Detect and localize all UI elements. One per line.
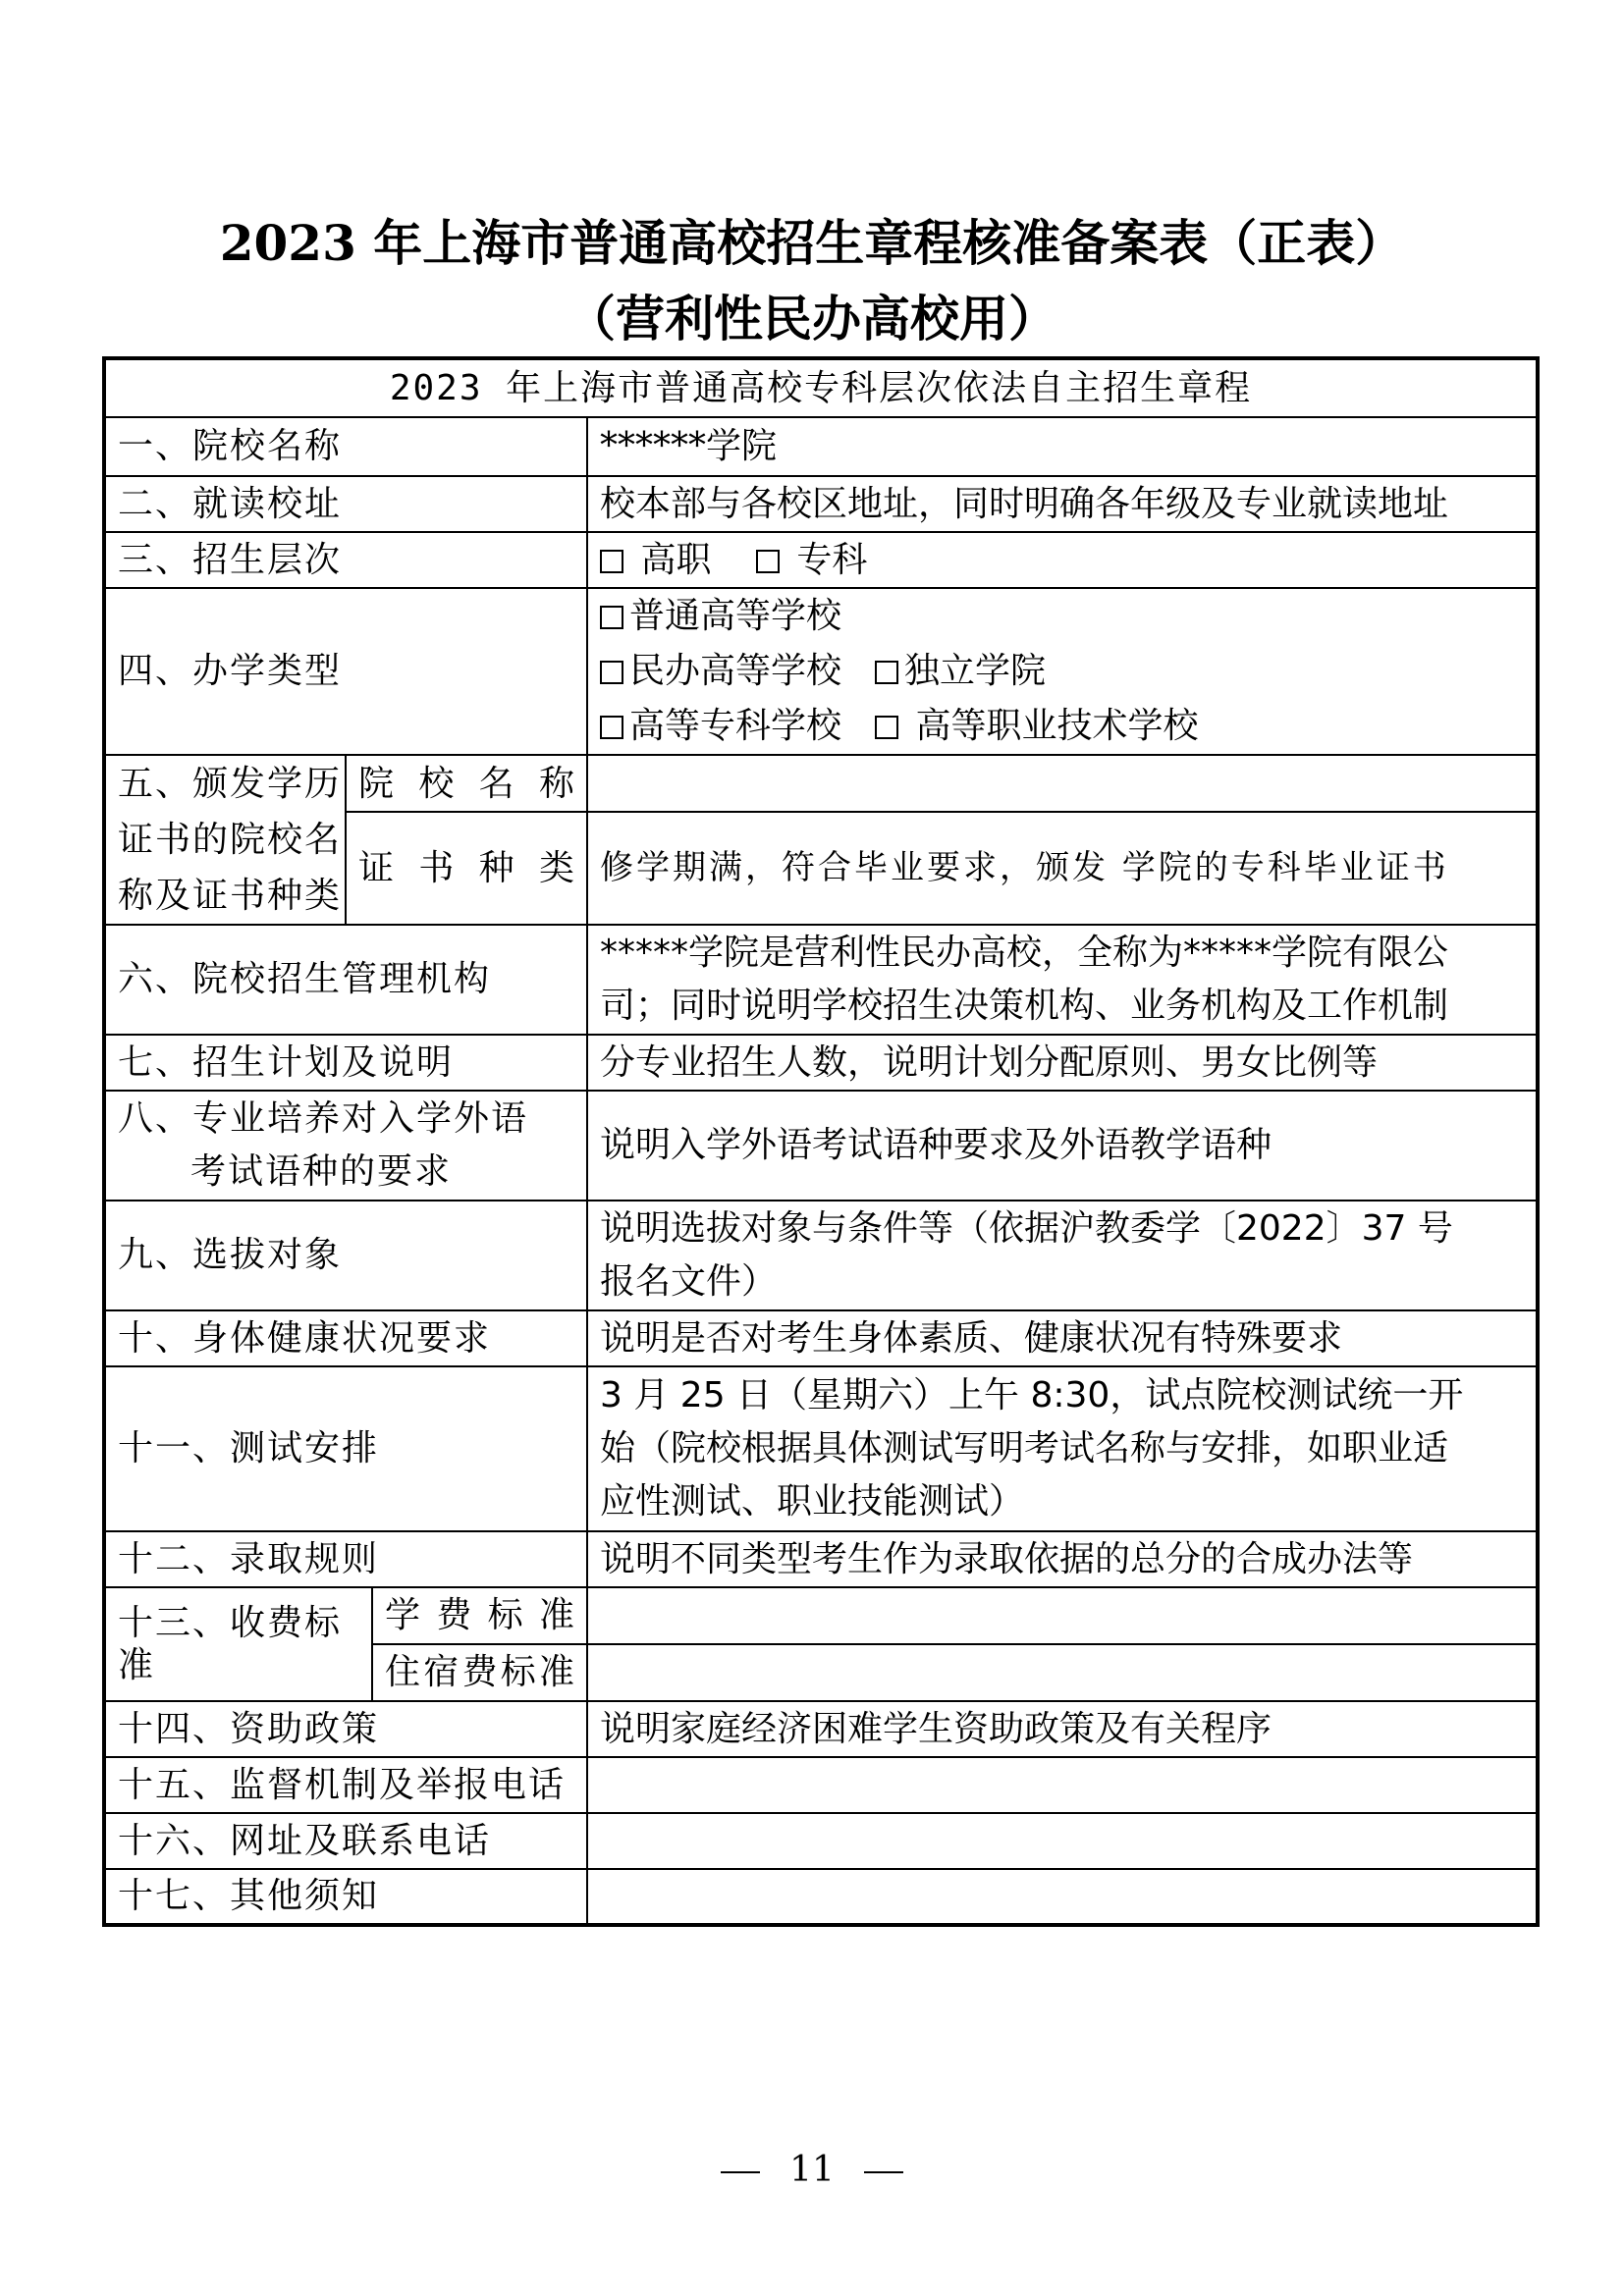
- checkbox-icon[interactable]: [875, 716, 898, 739]
- value-line: 说明选拔对象与条件等（依据沪教委学〔2022〕37 号: [600, 1208, 1453, 1249]
- value-test-arrangement: [587, 1366, 1538, 1531]
- row-certificate-institution: [104, 755, 1538, 812]
- value-certificate-type: 修学期满，符合毕业要求，颁发 学院的专科毕业证书: [587, 812, 1538, 925]
- label-certificate-line: 五、颁发学历: [118, 764, 343, 804]
- value-certificate-institution: [587, 755, 1538, 812]
- document-subtitle: （营利性民办高校用）: [567, 290, 1057, 347]
- label-line: 考试语种的要求: [190, 1151, 453, 1192]
- row-enrollment-level: [104, 532, 1538, 588]
- sublabel-certificate-type: 证书种类: [346, 812, 587, 925]
- value-accommodation: [587, 1644, 1538, 1701]
- value-admission-rules: 说明不同类型考生作为录取依据的总分的合成办法等: [587, 1531, 1538, 1587]
- page-number: [0, 2150, 1624, 2190]
- label-certificate-line: 称及证书种类: [118, 876, 343, 916]
- row-admission-office: [104, 925, 1538, 1035]
- option-private-university: 民办高等学校: [629, 651, 842, 691]
- value-school-type: [587, 588, 1538, 755]
- value-supervision: [587, 1757, 1538, 1813]
- checkbox-icon[interactable]: [600, 550, 623, 573]
- label-health-requirements: 十、身体健康状况要求: [104, 1310, 587, 1366]
- row-campus-address: [104, 476, 1538, 532]
- checkbox-icon[interactable]: [875, 661, 898, 684]
- checkbox-icon[interactable]: [600, 716, 623, 739]
- row-health-requirements: [104, 1310, 1538, 1366]
- row-website-contact: [104, 1813, 1538, 1869]
- row-school-type: [104, 588, 1538, 755]
- value-enrollment-level: [587, 532, 1538, 588]
- value-foreign-language: 说明入学外语考试语种要求及外语教学语种: [587, 1091, 1538, 1201]
- dash-icon: [721, 2171, 760, 2173]
- value-admission-office: [587, 925, 1538, 1035]
- label-website-contact: 十六、网址及联系电话: [104, 1813, 587, 1869]
- row-admission-rules: [104, 1531, 1538, 1587]
- row-foreign-language: [104, 1091, 1538, 1201]
- label-certificate: [104, 755, 346, 925]
- sublabel-tuition: 学费标准: [372, 1587, 587, 1644]
- label-supervision: 十五、监督机制及举报电话: [104, 1757, 587, 1813]
- value-line: 报名文件）: [600, 1261, 778, 1302]
- filing-form-table: [102, 356, 1540, 1927]
- value-line: 司；同时说明学校招生决策机构、业务机构及工作机制: [600, 986, 1449, 1026]
- row-selection-target: [104, 1201, 1538, 1310]
- label-certificate-line: 证书的院校名: [118, 820, 343, 860]
- document-title: 2023 年上海市普通高校招生章程核准备案表（正表）: [219, 214, 1405, 272]
- label-fee-standard: 十三、收费标准: [104, 1587, 372, 1701]
- row-institution-name: [104, 417, 1538, 476]
- option-vocational-technical-college: 高等职业技术学校: [915, 706, 1199, 746]
- value-line: 始（院校根据具体测试写明考试名称与安排，如职业适: [600, 1428, 1449, 1468]
- row-tuition: [104, 1587, 1538, 1644]
- label-line: 八、专业培养对入学外语: [118, 1098, 529, 1139]
- row-supervision: [104, 1757, 1538, 1813]
- table-header-row: [104, 358, 1538, 417]
- page-number-value: 11: [789, 2150, 835, 2190]
- option-junior-college: 专科: [796, 539, 868, 580]
- checkbox-icon[interactable]: [600, 606, 623, 629]
- label-selection-target: 九、选拔对象: [104, 1201, 587, 1310]
- checkbox-icon[interactable]: [756, 550, 780, 573]
- option-junior-specialist-school: 高等专科学校: [629, 706, 842, 746]
- label-financial-aid: 十四、资助政策: [104, 1701, 587, 1757]
- value-enrollment-plan: 分专业招生人数，说明计划分配原则、男女比例等: [587, 1035, 1538, 1091]
- label-institution-name: 一、院校名称: [104, 417, 587, 476]
- row-test-arrangement: [104, 1366, 1538, 1531]
- label-test-arrangement: 十一、测试安排: [104, 1366, 587, 1531]
- value-line: 应性测试、职业技能测试）: [600, 1481, 1025, 1522]
- value-financial-aid: 说明家庭经济困难学生资助政策及有关程序: [587, 1701, 1538, 1757]
- checkbox-icon[interactable]: [600, 661, 623, 684]
- value-campus-address: 校本部与各校区地址，同时明确各年级及专业就读地址: [587, 476, 1538, 532]
- value-line: 3 月 25 日（星期六）上午 8:30，试点院校测试统一开: [600, 1375, 1464, 1415]
- option-independent-college: 独立学院: [904, 651, 1047, 691]
- label-admission-office: 六、院校招生管理机构: [104, 925, 587, 1035]
- option-regular-university: 普通高等学校: [629, 596, 842, 636]
- value-website-contact: [587, 1813, 1538, 1869]
- sublabel-institution-name: 院校名称: [346, 755, 587, 812]
- label-school-type: 四、办学类型: [104, 588, 587, 755]
- label-campus-address: 二、就读校址: [104, 476, 587, 532]
- value-health-requirements: 说明是否对考生身体素质、健康状况有特殊要求: [587, 1310, 1538, 1366]
- table-header: 2023 年上海市普通高校专科层次依法自主招生章程: [104, 358, 1538, 417]
- option-vocational: 高职: [640, 539, 712, 580]
- label-enrollment-level: 三、招生层次: [104, 532, 587, 588]
- value-selection-target: [587, 1201, 1538, 1310]
- label-enrollment-plan: 七、招生计划及说明: [104, 1035, 587, 1091]
- label-admission-rules: 十二、录取规则: [104, 1531, 587, 1587]
- value-institution-name: ******学院: [587, 417, 1538, 476]
- dash-icon: [864, 2171, 903, 2173]
- label-other-notes: 十七、其他须知: [104, 1869, 587, 1925]
- value-other-notes: [587, 1869, 1538, 1925]
- label-foreign-language: [104, 1091, 587, 1201]
- sublabel-accommodation: 住宿费标准: [372, 1644, 587, 1701]
- row-financial-aid: [104, 1701, 1538, 1757]
- value-line: *****学院是营利性民办高校，全称为*****学院有限公: [600, 933, 1449, 973]
- row-enrollment-plan: [104, 1035, 1538, 1091]
- row-other-notes: [104, 1869, 1538, 1925]
- value-tuition: [587, 1587, 1538, 1644]
